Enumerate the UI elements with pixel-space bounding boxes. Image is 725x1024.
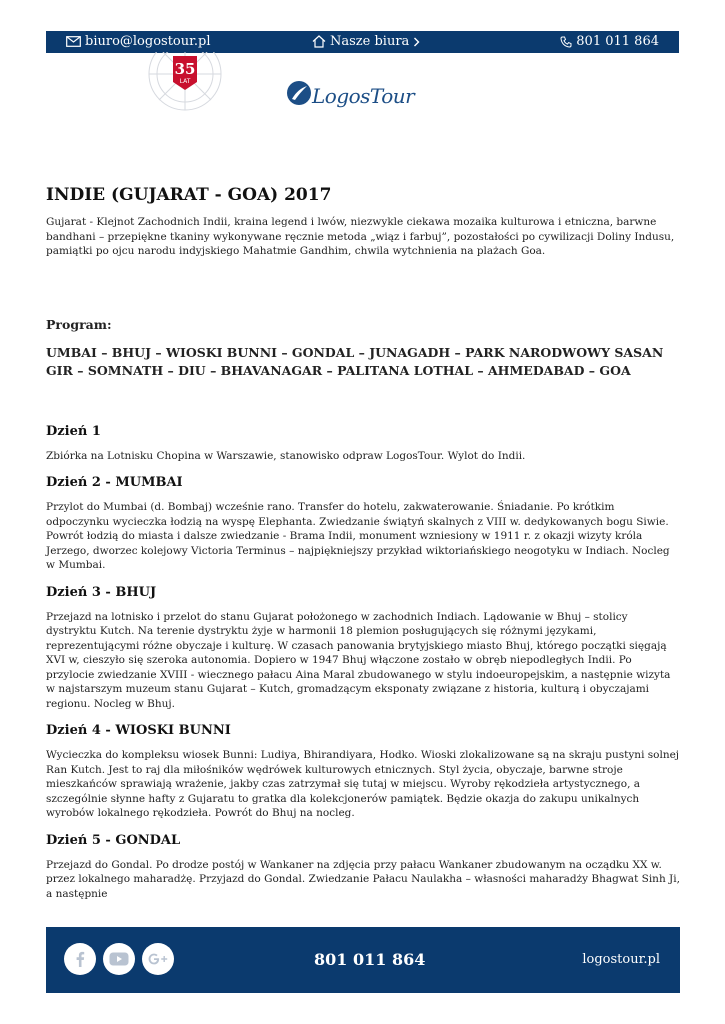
chevron-right-icon <box>413 37 420 47</box>
day-title: Dzień 1 <box>46 423 101 439</box>
day-text: Wycieczka do kompleksu wiosek Bunni: Ludiya, Bhirandiyara, Hodko. Wioski zlokalizowane są na skraju pustyni solnej Ran Kutch. Jest to raj dla miłośników wędrówek kulturowych etnicznych. Styl życia, obyczaje, barwne stroje mieszkańców sprawiają wrażenie, jakby czas zatrzymał się tutaj w miejscu. Wyroby rękodzieła artystycznego, a szczególnie słynne hafty z Gujaratu to gratka dla kolekcjonerów pamiątek. Będzie okazja do zakupu unikalnych wyrobów lokalnego rękodzieła. Powrót do Bhuj na nocleg. <box>46 749 680 819</box>
contact-bar <box>46 31 679 53</box>
day-section <box>46 833 680 902</box>
anniversary-badge <box>145 52 225 114</box>
phone-icon <box>560 36 572 48</box>
footer-website-link[interactable]: logostour.pl <box>582 952 660 967</box>
intro-text: Gujarat - Klejnot Zachodnich Indii, kraina legend i lwów, niezwykle ciekawa mozaika kulturowa i etniczna, barwne bandhani – przepiękne tkaniny wykonywane ręcznie metoda „wiąz i farbuj”, pozostałości po cywilizacji Doliny Indusu, pamiątki po ojcu narodu indyjskiego Mahatmie Gandhim, chwila wytchnienia na plażach Goa. <box>46 216 675 257</box>
day-text: Przejazd do Gondal. Po drodze postój w Wankaner na zdjęcia przy pałacu Wankaner zbudowanym na ocządku XX w. przez lokalnego maharadżę. Przyjazd do Gondal. Zwiedzanie Pałacu Naulakha – własności maharadży Bhagwat Sinh Ji, a następnie <box>46 858 680 900</box>
facebook-button[interactable] <box>64 943 96 975</box>
day-text: Przejazd na lotnisko i przelot do stanu Gujarat położonego w zachodnich Indiach. Lądowanie w Bhuj – stolicy dystryktu Kutch. Na terenie dystryktu żyje w harmonii 18 plemion posługujących się różnymi językami, reprezentującymi różne obyczaje i kulturę. W czasach panowania brytyjskiego miasto Bhuj, którego początki sięgają XVI w, cieszyło się szeroka autonomia. Dopiero w 1947 Bhuj włączone zostało w obręb niepodległych Indii. Po przylocie zwiedzanie XVIII - wiecznego pałacu Aina Maral zbudowanego w stylu indoeuropejskim, a następnie wizyta w najstarszym muzeum stanu Gujarat – Kutch, gromadzącym eksponaty związane z historia, kulturą i obyczajami regionu. Nocleg w Bhuj. <box>46 610 671 710</box>
day-title: Dzień 5 - GONDAL <box>46 832 181 848</box>
badge-number: 35 <box>174 60 196 78</box>
phone-link[interactable] <box>560 34 659 49</box>
offices-link[interactable] <box>312 34 420 49</box>
day-section <box>46 585 680 712</box>
day-section <box>46 475 680 573</box>
google-plus-button[interactable] <box>142 943 174 975</box>
footer-bar <box>46 927 680 993</box>
youtube-icon <box>109 952 129 966</box>
page-title: INDIE (GUJARAT - GOA) 2017 <box>46 185 332 205</box>
youtube-button[interactable] <box>103 943 135 975</box>
day-title: Dzień 4 - WIOSKI BUNNI <box>46 723 231 738</box>
home-icon <box>312 35 326 48</box>
day-title: Dzień 3 - BHUJ <box>46 584 157 600</box>
badge-label: LAT <box>179 78 191 85</box>
day-section <box>46 723 680 821</box>
facebook-icon <box>72 951 88 967</box>
footer-phone[interactable]: 801 011 864 <box>314 950 426 969</box>
program-label: Program: <box>46 316 112 332</box>
email-link[interactable] <box>66 34 211 49</box>
offices-text: Nasze biura <box>330 34 410 49</box>
day-section <box>46 424 680 464</box>
day-title: Dzień 2 - MUMBAI <box>46 475 183 490</box>
day-text: Przylot do Mumbai (d. Bombaj) wcześnie rano. Transfer do hotelu, zakwaterowanie. Śniadanie. Po krótkim odpoczynku wycieczka łodzią na wyspę Elephanta. Zwiedzanie świątyń skalnych z VIII w. dedykowanych bogu Siwie. Powrót łodzią do miasta i dalsze zwiedzanie - Brama Indii, monument wzniesiony w 1911 r. z okazji wizyty króla Jerzego, dworzec kolejowy Victoria Terminus – najpiękniejszy przykład wiktoriańskiego neogotyku w Indiach. Nocleg w Mumbai. <box>46 501 670 571</box>
feather-icon <box>286 80 312 106</box>
program-route: UMBAI – BHUJ – WIOSKI BUNNI – GONDAL – JUNAGADH – PARK NARODWOWY SASAN GIR – SOMNATH – DIU – BHAVANAGAR – PALITANA LOTHAL – AHMEDABAD – GOA <box>46 344 664 378</box>
logostour-logo[interactable] <box>286 76 415 116</box>
email-text: biuro@logostour.pl <box>85 34 211 49</box>
logo-text: LogosTour <box>312 84 415 108</box>
article <box>46 185 680 913</box>
envelope-icon <box>66 36 81 47</box>
phone-text: 801 011 864 <box>576 34 659 49</box>
google-plus-icon <box>147 952 169 966</box>
day-text: Zbiórka na Lotnisku Chopina w Warszawie, stanowisko odpraw LogosTour. Wylot do Indii. <box>46 449 526 462</box>
